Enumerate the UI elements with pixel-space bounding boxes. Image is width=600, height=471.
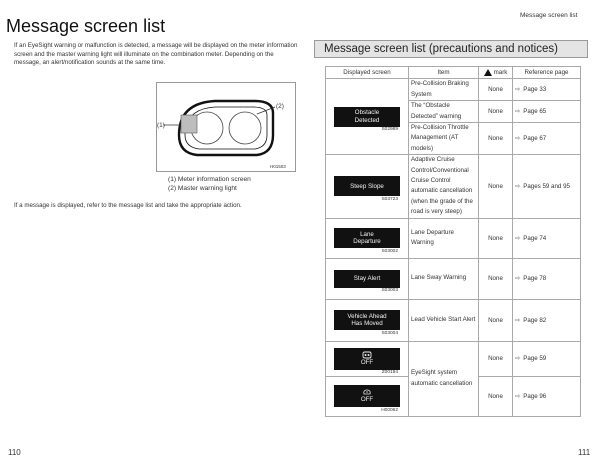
screen-stay-alert: Stay Alert S03003 xyxy=(334,270,400,288)
instruction-text: If a message is displayed, refer to the message list and take the appropriate action. xyxy=(14,202,242,209)
item-cell: Lane Sway Warning xyxy=(409,258,479,299)
table-row xyxy=(326,79,581,101)
screen-cell xyxy=(326,218,409,258)
screen-cell xyxy=(326,79,409,155)
legend-item: (1) Meter information screen xyxy=(168,176,251,183)
figure-legend xyxy=(168,175,251,193)
warning-triangle-icon xyxy=(484,69,492,76)
screen-cell xyxy=(326,155,409,218)
figure-code: H01503 xyxy=(270,164,286,169)
screen-cell xyxy=(326,341,409,376)
reference-link[interactable]: ⇨ Page 33 xyxy=(513,79,581,101)
reference-link[interactable]: ⇨ Page 59 xyxy=(513,341,581,376)
item-cell: Lead Vehicle Start Alert xyxy=(409,299,479,341)
meter-figure xyxy=(156,82,296,172)
mark-cell: None xyxy=(479,376,513,416)
table-header-row xyxy=(326,67,581,79)
screen-steep-slope: Steep Slope S03723 xyxy=(334,176,400,196)
legend-item: (2) Master warning light xyxy=(168,185,237,192)
page-title: Message screen list xyxy=(6,16,166,36)
mark-cell: None xyxy=(479,218,513,258)
mark-cell: None xyxy=(479,299,513,341)
message-table xyxy=(325,66,581,417)
item-cell: Adaptive Cruise Control/Conventional Cruise Control automatic cancellation (when the grade of the road is very steep) xyxy=(409,155,479,218)
table-row xyxy=(326,218,581,258)
screen-lane-departure: Lane Departure S03002 xyxy=(334,228,400,248)
callout-1: (1) xyxy=(157,122,165,129)
screen-cell xyxy=(326,258,409,299)
table-row xyxy=(326,258,581,299)
table-row xyxy=(326,341,581,376)
header-reference: Reference page xyxy=(513,67,581,79)
screen-obstacle-detected: Obstacle Detected S02989 xyxy=(334,107,400,127)
screen-eyesight-off: OFF Z00194 xyxy=(334,348,400,370)
callout-2: (2) xyxy=(276,103,284,110)
reference-link[interactable]: ⇨ Page 78 xyxy=(513,258,581,299)
reference-link[interactable]: ⇨ Page 65 xyxy=(513,101,581,123)
table-row xyxy=(326,155,581,218)
header-mark: mark xyxy=(479,67,513,79)
item-cell: Lane Departure Warning xyxy=(409,218,479,258)
item-cell: Pre-Collision Throttle Management (AT models) xyxy=(409,123,479,155)
mark-cell: None xyxy=(479,123,513,155)
mark-cell: None xyxy=(479,341,513,376)
reference-link[interactable]: ⇨ Page 96 xyxy=(513,376,581,416)
eyesight-off-icon xyxy=(362,351,372,359)
reference-link[interactable]: ⇨ Page 82 xyxy=(513,299,581,341)
item-cell: EyeSight system automatic cancellation xyxy=(409,341,479,416)
page-number-right: 111 xyxy=(578,448,591,457)
reference-link[interactable]: ⇨ Page 74 xyxy=(513,218,581,258)
screen-cell xyxy=(326,376,409,416)
section-title: Message screen list (precautions and notices) xyxy=(314,40,588,58)
header-item: Item xyxy=(409,67,479,79)
screen-vehicle-ahead-has-moved: Vehicle Ahead Has Moved S03004 xyxy=(334,310,400,330)
running-header: Message screen list xyxy=(520,12,578,19)
meter-illustration xyxy=(157,83,295,171)
mark-cell: None xyxy=(479,155,513,218)
header-displayed-screen: Displayed screen xyxy=(326,67,409,79)
mark-cell: None xyxy=(479,258,513,299)
item-cell: The “Obstacle Detected” warning xyxy=(409,101,479,123)
mark-cell: None xyxy=(479,101,513,123)
screen-cell xyxy=(326,299,409,341)
table-row xyxy=(326,299,581,341)
intro-paragraph: If an EyeSight warning or malfunction is detected, a message will be displayed on the meter information screen and the master warning light will illuminate on the combination meter. Depending on the message, an alert/notification sounds at the same time. xyxy=(14,42,298,67)
mark-cell: None xyxy=(479,79,513,101)
meter-information-screen xyxy=(181,115,197,133)
reference-link[interactable]: ⇨ Page 67 xyxy=(513,123,581,155)
item-cell: Pre-Collision Braking System xyxy=(409,79,479,101)
pre-collision-off-icon xyxy=(362,388,372,396)
reference-link[interactable]: ⇨ Pages 59 and 95 xyxy=(513,155,581,218)
page-number-left: 110 xyxy=(8,448,21,457)
screen-pre-collision-off: OFF H00062 xyxy=(334,385,400,407)
